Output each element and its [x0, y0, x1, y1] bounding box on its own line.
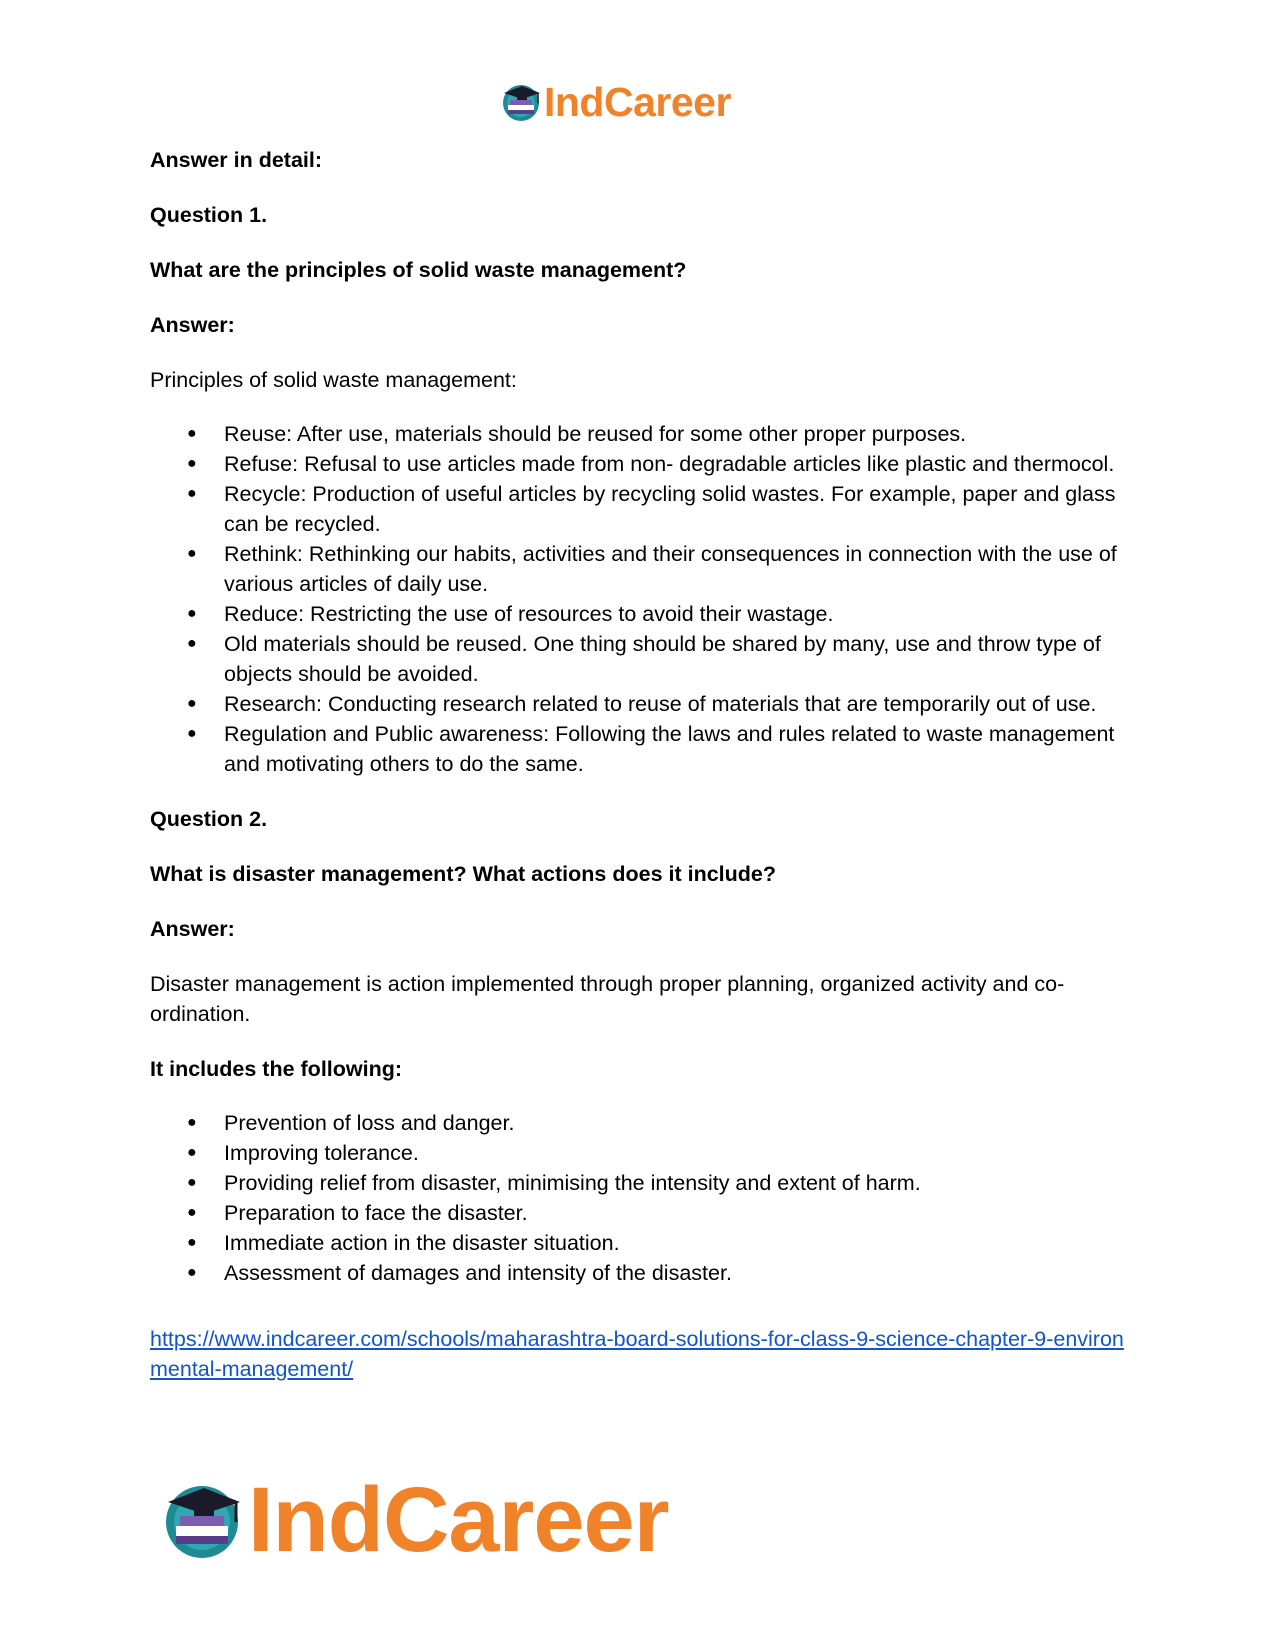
list-item: ● Improving tolerance. [224, 1138, 1125, 1168]
list-item: ● Preparation to face the disaster. [224, 1198, 1125, 1228]
list-item: ● Assessment of damages and intensity of the disaster. [224, 1258, 1125, 1288]
list-item: ● Reuse: After use, materials should be reused for some other proper purposes. [224, 419, 1125, 449]
question-2-text: What is disaster management? What actions does it include? [150, 862, 776, 886]
logo-wordmark: IndCareer [248, 1469, 669, 1571]
section-heading: Answer in detail: [150, 148, 323, 172]
list-item: ● Research: Conducting research related to reuse of materials that are temporarily out of use. [224, 689, 1125, 719]
question-2-subheading: It includes the following: [150, 1057, 403, 1081]
question-1-intro: Principles of solid waste management: [150, 368, 517, 392]
list-item: ● Providing relief from disaster, minimising the intensity and extent of harm. [224, 1168, 1125, 1198]
graduation-cap-icon [160, 1478, 244, 1562]
list-item: ● Recycle: Production of useful articles by recycling solid wastes. For example, paper and glass can be recycled. [224, 479, 1125, 539]
graduation-cap-icon [500, 81, 542, 123]
source-link[interactable]: https://www.indcareer.com/schools/maharashtra-board-solutions-for-class-9-science-chapter-9-environmental-management/ [150, 1327, 1124, 1381]
question-2-answer-label: Answer: [150, 917, 235, 941]
list-item: ● Reduce: Restricting the use of resources to avoid their wastage. [224, 599, 1125, 629]
list-item: ● Rethink: Rethinking our habits, activities and their consequences in connection with the use of various articles of daily use. [224, 539, 1125, 599]
principles-list [150, 419, 1125, 779]
question-1-answer-label: Answer: [150, 313, 235, 337]
document-body [150, 145, 1125, 1384]
list-item: ● Regulation and Public awareness: Following the laws and rules related to waste management and motivating others to do the same. [224, 719, 1125, 779]
question-2-intro: Disaster management is action implemented through proper planning, organized activity and co-ordination. [150, 972, 1065, 1026]
list-item: ● Immediate action in the disaster situation. [224, 1228, 1125, 1258]
list-item: ● Prevention of loss and danger. [224, 1108, 1125, 1138]
list-item: ● Refuse: Refusal to use articles made from non- degradable articles like plastic and thermocol. [224, 449, 1125, 479]
logo-wordmark: IndCareer [544, 79, 731, 125]
list-item: ● Old materials should be reused. One thing should be shared by many, use and throw type of objects should be avoided. [224, 629, 1125, 689]
disaster-actions-list [150, 1108, 1125, 1288]
indcareer-logo-bottom [160, 1469, 669, 1571]
question-1-label: Question 1. [150, 203, 268, 227]
indcareer-logo-top [500, 80, 731, 124]
question-1-text: What are the principles of solid waste management? [150, 258, 687, 282]
question-2-label: Question 2. [150, 807, 268, 831]
